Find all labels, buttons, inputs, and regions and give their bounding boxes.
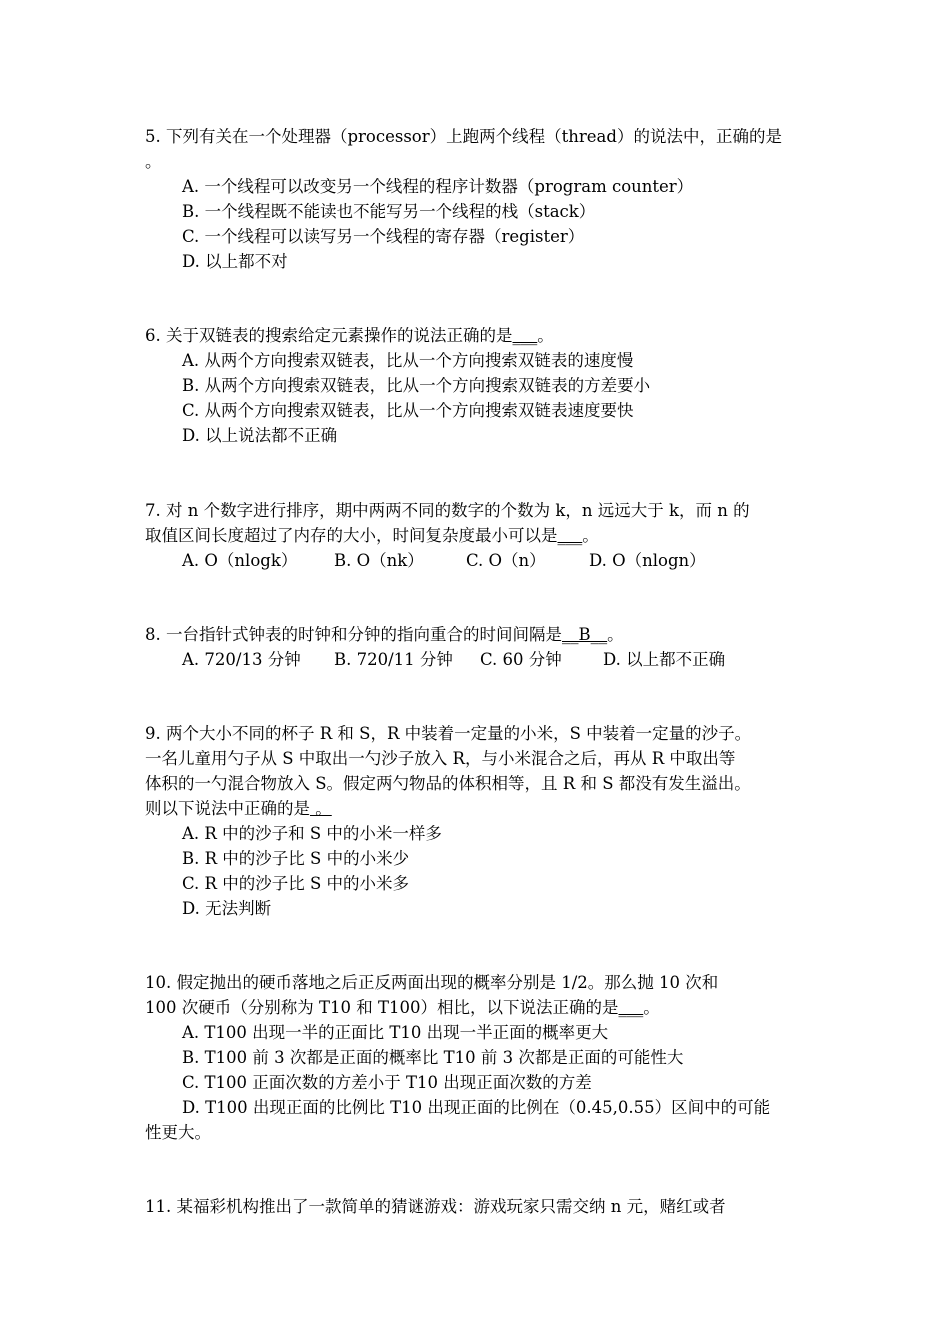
q8-options-row	[182, 647, 725, 672]
q5-option-b: B. 一个线程既不能读也不能写另一个线程的栈（stack）	[182, 202, 596, 221]
q9-option-b: B. R 中的沙子比 S 中的小米少	[182, 849, 410, 868]
q7-stem-end: 。	[582, 526, 599, 545]
q10-option-c: C. T100 正面次数的方差小于 T10 出现正面次数的方差	[182, 1073, 592, 1092]
q9-stem-line3: 体积的一勺混合物放入 S。假定两勺物品的体积相等，且 R 和 S 都没有发生溢出。	[145, 774, 751, 793]
q10-stem-end: 。	[643, 998, 660, 1017]
q8-option-d: D. 以上都不正确	[603, 650, 726, 669]
q9-stem-line2: 一名儿童用勺子从 S 中取出一勺沙子放入 R，与小米混合之后，再从 R 中取出等	[145, 749, 736, 768]
q11-stem-line1: 11. 某福彩机构推出了一款简单的猜谜游戏：游戏玩家只需交纳 n 元，赌红或者	[145, 1197, 726, 1216]
q7-answer-blank: ___	[557, 526, 583, 545]
q6-answer-blank: ___	[512, 326, 538, 345]
q7-stem-text: 取值区间长度超过了内存的大小，时间复杂度最小可以是	[145, 526, 558, 545]
q7-option-d: D. O（nlogn）	[589, 551, 706, 570]
q10-answer-blank: ___	[618, 998, 644, 1017]
q7-stem-line2	[145, 523, 599, 548]
q10-option-d: D. T100 出现正面的比例比 T10 出现正面的比例在（0.45,0.55）区间中的可能	[182, 1098, 771, 1117]
q9-stem-line1: 9. 两个大小不同的杯子 R 和 S，R 中装着一定量的小米，S 中装着一定量的沙子。	[145, 724, 752, 743]
q10-stem-text: 100 次硬币（分别称为 T10 和 T100）相比，以下说法正确的是	[145, 998, 619, 1017]
q8-option-b: B. 720/11 分钟	[334, 650, 453, 669]
q5-stem-line1: 5. 下列有关在一个处理器（processor）上跑两个线程（thread）的说法中，正确的是	[145, 127, 782, 146]
q6-stem	[145, 323, 554, 348]
q5-option-d: D. 以上都不对	[182, 252, 288, 271]
q7-stem-line1: 7. 对 n 个数字进行排序，期中两两不同的数字的个数为 k，n 远远大于 k，而 n 的	[145, 501, 750, 520]
q6-stem-text: 6. 关于双链表的搜索给定元素操作的说法正确的是	[145, 326, 513, 345]
q10-stem-line2	[145, 995, 660, 1020]
q10-option-b: B. T100 前 3 次都是正面的概率比 T10 前 3 次都是正面的可能性大	[182, 1048, 684, 1067]
q8-option-a: A. 720/13 分钟	[182, 650, 301, 669]
q10-stem-line1: 10. 假定抛出的硬币落地之后正反两面出现的概率分别是 1/2。那么抛 10 次和	[145, 973, 719, 992]
q6-option-c: C. 从两个方向搜索双链表，比从一个方向搜索双链表速度要快	[182, 401, 634, 420]
q9-option-c: C. R 中的沙子比 S 中的小米多	[182, 874, 409, 893]
q5-option-a: A. 一个线程可以改变另一个线程的程序计数器（program counter）	[182, 177, 694, 196]
q9-stem-text: 则以下说法中正确的是	[145, 799, 310, 818]
q8-answer: __B__	[562, 625, 608, 644]
q7-option-a: A. O（nlogk）	[182, 551, 298, 570]
q10-option-d-continued: 性更大。	[145, 1123, 211, 1142]
q8-option-c: C. 60 分钟	[480, 650, 562, 669]
q6-option-a: A. 从两个方向搜索双链表，比从一个方向搜索双链表的速度慢	[182, 351, 634, 370]
q6-option-b: B. 从两个方向搜索双链表，比从一个方向搜索双链表的方差要小	[182, 376, 651, 395]
q7-options-row	[182, 548, 706, 573]
q7-option-c: C. O（n）	[466, 551, 546, 570]
q6-option-d: D. 以上说法都不正确	[182, 426, 338, 445]
q7-option-b: B. O（nk）	[334, 551, 424, 570]
q9-option-d: D. 无法判断	[182, 899, 272, 918]
q5-stem-line2: 。	[145, 152, 162, 171]
q8-stem	[145, 622, 624, 647]
q5-option-c: C. 一个线程可以读写另一个线程的寄存器（register）	[182, 227, 585, 246]
q6-stem-end: 。	[537, 326, 554, 345]
q8-stem-end: 。	[607, 625, 624, 644]
q9-answer-blank: 。	[310, 799, 332, 818]
q8-stem-text: 8. 一台指针式钟表的时钟和分钟的指向重合的时间间隔是	[145, 625, 562, 644]
q9-stem-line4	[145, 796, 332, 821]
q9-option-a: A. R 中的沙子和 S 中的小米一样多	[182, 824, 442, 843]
q10-option-a: A. T100 出现一半的正面比 T10 出现一半正面的概率更大	[182, 1023, 609, 1042]
